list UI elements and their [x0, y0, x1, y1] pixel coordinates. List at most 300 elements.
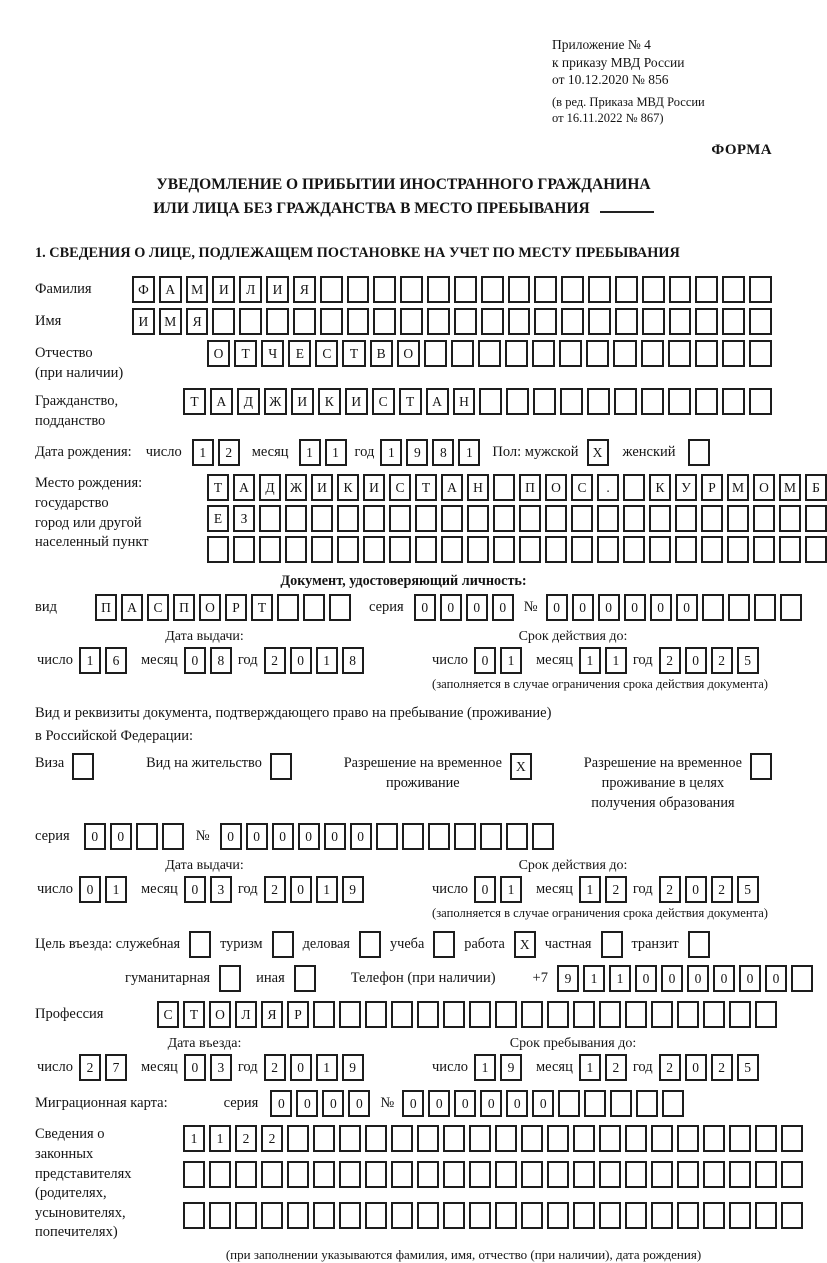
form-cell[interactable]	[508, 308, 531, 335]
form-cell[interactable]: И	[132, 308, 155, 335]
form-cell[interactable]: Л	[235, 1001, 257, 1028]
form-cell[interactable]: 2	[659, 647, 681, 674]
form-cell[interactable]: 2	[79, 1054, 101, 1081]
form-cell[interactable]: 2	[605, 876, 627, 903]
form-cell[interactable]: 0	[246, 823, 268, 850]
form-cell[interactable]: 0	[402, 1090, 424, 1117]
form-cell[interactable]: 1	[579, 876, 601, 903]
form-cell[interactable]	[625, 1161, 647, 1188]
form-cell[interactable]	[311, 536, 333, 563]
form-cell[interactable]	[573, 1001, 595, 1028]
form-cell[interactable]: X	[510, 753, 532, 780]
form-cell[interactable]	[722, 388, 745, 415]
form-cell[interactable]	[599, 1125, 621, 1152]
form-cell[interactable]: 1	[458, 439, 480, 466]
form-cell[interactable]	[677, 1161, 699, 1188]
form-cell[interactable]	[259, 536, 281, 563]
form-cell[interactable]	[614, 388, 637, 415]
form-cell[interactable]	[703, 1125, 725, 1152]
form-cell[interactable]: 1	[105, 876, 127, 903]
form-cell[interactable]	[722, 308, 745, 335]
form-cell[interactable]	[727, 536, 749, 563]
form-cell[interactable]	[597, 536, 619, 563]
form-cell[interactable]	[454, 308, 477, 335]
form-cell[interactable]: 0	[765, 965, 787, 992]
form-cell[interactable]	[805, 536, 827, 563]
form-cell[interactable]: 0	[598, 594, 620, 621]
form-cell[interactable]: Т	[399, 388, 422, 415]
form-cell[interactable]	[209, 1161, 231, 1188]
form-cell[interactable]: О	[397, 340, 420, 367]
form-cell[interactable]	[749, 388, 772, 415]
form-cell[interactable]: 1	[380, 439, 402, 466]
form-cell[interactable]: 0	[184, 876, 206, 903]
form-cell[interactable]: 1	[183, 1125, 205, 1152]
form-cell[interactable]	[755, 1001, 777, 1028]
form-cell[interactable]: 0	[324, 823, 346, 850]
form-cell[interactable]	[481, 276, 504, 303]
form-cell[interactable]	[469, 1001, 491, 1028]
form-cell[interactable]	[376, 823, 398, 850]
form-cell[interactable]: А	[441, 474, 463, 501]
form-cell[interactable]: С	[157, 1001, 179, 1028]
form-cell[interactable]	[495, 1125, 517, 1152]
form-cell[interactable]: 0	[546, 594, 568, 621]
form-cell[interactable]: 1	[316, 876, 338, 903]
form-cell[interactable]	[481, 308, 504, 335]
form-cell[interactable]: О	[753, 474, 775, 501]
form-cell[interactable]	[506, 388, 529, 415]
form-cell[interactable]: Б	[805, 474, 827, 501]
form-cell[interactable]	[365, 1001, 387, 1028]
form-cell[interactable]	[493, 536, 515, 563]
form-cell[interactable]: 1	[583, 965, 605, 992]
form-cell[interactable]	[573, 1161, 595, 1188]
form-cell[interactable]	[750, 753, 772, 780]
form-cell[interactable]: А	[159, 276, 182, 303]
form-cell[interactable]	[677, 1125, 699, 1152]
form-cell[interactable]	[424, 340, 447, 367]
form-cell[interactable]: У	[675, 474, 697, 501]
form-cell[interactable]: И	[363, 474, 385, 501]
form-cell[interactable]: 0	[272, 823, 294, 850]
form-cell[interactable]	[337, 505, 359, 532]
form-cell[interactable]	[313, 1202, 335, 1229]
form-cell[interactable]: 2	[659, 1054, 681, 1081]
form-cell[interactable]	[755, 1125, 777, 1152]
form-cell[interactable]	[675, 536, 697, 563]
form-cell[interactable]	[571, 505, 593, 532]
form-cell[interactable]: И	[266, 276, 289, 303]
form-cell[interactable]	[519, 536, 541, 563]
form-cell[interactable]	[389, 505, 411, 532]
form-cell[interactable]	[162, 823, 184, 850]
form-cell[interactable]: 2	[235, 1125, 257, 1152]
form-cell[interactable]: 0	[348, 1090, 370, 1117]
form-cell[interactable]	[320, 308, 343, 335]
form-cell[interactable]: 1	[316, 1054, 338, 1081]
form-cell[interactable]	[339, 1161, 361, 1188]
form-cell[interactable]: 1	[605, 647, 627, 674]
form-cell[interactable]: П	[95, 594, 117, 621]
form-cell[interactable]	[337, 536, 359, 563]
form-cell[interactable]	[313, 1125, 335, 1152]
form-cell[interactable]: 1	[316, 647, 338, 674]
form-cell[interactable]: С	[147, 594, 169, 621]
form-cell[interactable]: 2	[218, 439, 240, 466]
form-cell[interactable]	[560, 388, 583, 415]
form-cell[interactable]	[703, 1202, 725, 1229]
form-cell[interactable]: М	[727, 474, 749, 501]
form-cell[interactable]	[212, 308, 235, 335]
form-cell[interactable]	[547, 1202, 569, 1229]
form-cell[interactable]	[480, 823, 502, 850]
form-cell[interactable]	[651, 1161, 673, 1188]
form-cell[interactable]: 0	[676, 594, 698, 621]
form-cell[interactable]	[805, 505, 827, 532]
form-cell[interactable]	[623, 536, 645, 563]
form-cell[interactable]: А	[210, 388, 233, 415]
form-cell[interactable]	[573, 1125, 595, 1152]
form-cell[interactable]	[615, 276, 638, 303]
form-cell[interactable]	[729, 1125, 751, 1152]
form-cell[interactable]: 1	[579, 1054, 601, 1081]
form-cell[interactable]: Я	[186, 308, 209, 335]
form-cell[interactable]	[601, 931, 623, 958]
form-cell[interactable]	[400, 308, 423, 335]
form-cell[interactable]	[534, 276, 557, 303]
form-cell[interactable]: Е	[288, 340, 311, 367]
form-cell[interactable]: 2	[264, 1054, 286, 1081]
form-cell[interactable]	[270, 753, 292, 780]
form-cell[interactable]: Д	[259, 474, 281, 501]
form-cell[interactable]	[588, 308, 611, 335]
form-cell[interactable]	[561, 308, 584, 335]
form-cell[interactable]: 8	[432, 439, 454, 466]
form-cell[interactable]	[219, 965, 241, 992]
form-cell[interactable]	[651, 1001, 673, 1028]
form-cell[interactable]	[791, 965, 813, 992]
form-cell[interactable]	[625, 1125, 647, 1152]
form-cell[interactable]: И	[345, 388, 368, 415]
form-cell[interactable]: 9	[500, 1054, 522, 1081]
form-cell[interactable]	[467, 536, 489, 563]
form-cell[interactable]	[454, 823, 476, 850]
form-cell[interactable]	[72, 753, 94, 780]
form-cell[interactable]: 3	[210, 876, 232, 903]
form-cell[interactable]: Н	[467, 474, 489, 501]
form-cell[interactable]: 0	[322, 1090, 344, 1117]
form-cell[interactable]	[780, 594, 802, 621]
form-cell[interactable]	[533, 388, 556, 415]
form-cell[interactable]: 0	[624, 594, 646, 621]
form-cell[interactable]	[415, 536, 437, 563]
form-cell[interactable]: Е	[207, 505, 229, 532]
form-cell[interactable]	[722, 276, 745, 303]
form-cell[interactable]	[722, 340, 745, 367]
form-cell[interactable]	[781, 1125, 803, 1152]
form-cell[interactable]	[261, 1161, 283, 1188]
form-cell[interactable]	[728, 594, 750, 621]
form-cell[interactable]	[233, 536, 255, 563]
form-cell[interactable]: 3	[210, 1054, 232, 1081]
form-cell[interactable]	[285, 505, 307, 532]
form-cell[interactable]	[534, 308, 557, 335]
form-cell[interactable]: 0	[270, 1090, 292, 1117]
form-cell[interactable]	[417, 1125, 439, 1152]
form-cell[interactable]	[495, 1001, 517, 1028]
form-cell[interactable]	[441, 505, 463, 532]
form-cell[interactable]: 6	[105, 647, 127, 674]
form-cell[interactable]	[506, 823, 528, 850]
form-cell[interactable]	[359, 931, 381, 958]
form-cell[interactable]	[415, 505, 437, 532]
form-cell[interactable]	[285, 536, 307, 563]
form-cell[interactable]: А	[426, 388, 449, 415]
form-cell[interactable]: 0	[661, 965, 683, 992]
form-cell[interactable]	[521, 1001, 543, 1028]
form-cell[interactable]	[636, 1090, 658, 1117]
form-cell[interactable]	[688, 931, 710, 958]
form-cell[interactable]: 2	[264, 876, 286, 903]
form-cell[interactable]	[584, 1090, 606, 1117]
form-cell[interactable]	[427, 276, 450, 303]
form-cell[interactable]	[417, 1161, 439, 1188]
form-cell[interactable]: 0	[532, 1090, 554, 1117]
form-cell[interactable]	[651, 1202, 673, 1229]
form-cell[interactable]	[391, 1161, 413, 1188]
form-cell[interactable]	[508, 276, 531, 303]
form-cell[interactable]: 1	[325, 439, 347, 466]
form-cell[interactable]: Л	[239, 276, 262, 303]
form-cell[interactable]	[365, 1125, 387, 1152]
form-cell[interactable]	[320, 276, 343, 303]
form-cell[interactable]: Ж	[285, 474, 307, 501]
form-cell[interactable]: 0	[296, 1090, 318, 1117]
form-cell[interactable]: О	[207, 340, 230, 367]
form-cell[interactable]: 5	[737, 1054, 759, 1081]
form-cell[interactable]: 0	[492, 594, 514, 621]
form-cell[interactable]: 0	[290, 647, 312, 674]
form-cell[interactable]	[443, 1125, 465, 1152]
form-cell[interactable]: 0	[466, 594, 488, 621]
form-cell[interactable]	[391, 1202, 413, 1229]
form-cell[interactable]: С	[571, 474, 593, 501]
form-cell[interactable]	[623, 505, 645, 532]
form-cell[interactable]	[613, 340, 636, 367]
form-cell[interactable]	[571, 536, 593, 563]
form-cell[interactable]	[391, 1001, 413, 1028]
form-cell[interactable]	[642, 308, 665, 335]
form-cell[interactable]: О	[545, 474, 567, 501]
form-cell[interactable]	[753, 536, 775, 563]
form-cell[interactable]: 0	[685, 647, 707, 674]
form-cell[interactable]	[677, 1001, 699, 1028]
form-cell[interactable]	[599, 1001, 621, 1028]
form-cell[interactable]: 2	[711, 876, 733, 903]
form-cell[interactable]	[417, 1202, 439, 1229]
form-cell[interactable]: 0	[84, 823, 106, 850]
form-cell[interactable]	[293, 308, 316, 335]
form-cell[interactable]	[259, 505, 281, 532]
form-cell[interactable]: Т	[183, 388, 206, 415]
form-cell[interactable]	[695, 276, 718, 303]
form-cell[interactable]: 0	[685, 1054, 707, 1081]
form-cell[interactable]	[588, 276, 611, 303]
form-cell[interactable]	[729, 1202, 751, 1229]
form-cell[interactable]	[391, 1125, 413, 1152]
form-cell[interactable]	[311, 505, 333, 532]
form-cell[interactable]: И	[212, 276, 235, 303]
form-cell[interactable]	[519, 505, 541, 532]
form-cell[interactable]	[469, 1125, 491, 1152]
form-cell[interactable]	[389, 536, 411, 563]
form-cell[interactable]	[183, 1202, 205, 1229]
form-cell[interactable]	[547, 1001, 569, 1028]
form-cell[interactable]: О	[199, 594, 221, 621]
form-cell[interactable]: Я	[261, 1001, 283, 1028]
form-cell[interactable]	[521, 1125, 543, 1152]
form-cell[interactable]	[207, 536, 229, 563]
form-cell[interactable]	[729, 1161, 751, 1188]
form-cell[interactable]: 0	[687, 965, 709, 992]
form-cell[interactable]: 0	[110, 823, 132, 850]
form-cell[interactable]: 1	[299, 439, 321, 466]
form-cell[interactable]	[625, 1001, 647, 1028]
form-cell[interactable]: Т	[415, 474, 437, 501]
form-cell[interactable]	[547, 1161, 569, 1188]
form-cell[interactable]	[467, 505, 489, 532]
form-cell[interactable]: 0	[220, 823, 242, 850]
form-cell[interactable]: Я	[293, 276, 316, 303]
form-cell[interactable]	[779, 536, 801, 563]
form-cell[interactable]	[749, 340, 772, 367]
form-cell[interactable]: 0	[184, 647, 206, 674]
form-cell[interactable]: X	[514, 931, 536, 958]
form-cell[interactable]	[561, 276, 584, 303]
form-cell[interactable]: А	[233, 474, 255, 501]
form-cell[interactable]	[781, 1161, 803, 1188]
form-cell[interactable]	[668, 340, 691, 367]
form-cell[interactable]: 9	[406, 439, 428, 466]
form-cell[interactable]	[239, 308, 262, 335]
form-cell[interactable]	[136, 823, 158, 850]
form-cell[interactable]	[641, 388, 664, 415]
form-cell[interactable]	[599, 1161, 621, 1188]
form-cell[interactable]	[400, 276, 423, 303]
form-cell[interactable]	[545, 536, 567, 563]
form-cell[interactable]	[695, 308, 718, 335]
form-cell[interactable]	[443, 1161, 465, 1188]
form-cell[interactable]	[287, 1125, 309, 1152]
form-cell[interactable]	[339, 1001, 361, 1028]
form-cell[interactable]	[729, 1001, 751, 1028]
form-cell[interactable]: 0	[428, 1090, 450, 1117]
form-cell[interactable]: 0	[184, 1054, 206, 1081]
form-cell[interactable]	[587, 388, 610, 415]
form-cell[interactable]	[303, 594, 325, 621]
form-cell[interactable]: 9	[342, 876, 364, 903]
form-cell[interactable]	[235, 1202, 257, 1229]
form-cell[interactable]	[493, 474, 515, 501]
form-cell[interactable]	[781, 1202, 803, 1229]
form-cell[interactable]	[189, 931, 211, 958]
form-cell[interactable]	[454, 276, 477, 303]
form-cell[interactable]	[597, 505, 619, 532]
form-cell[interactable]	[641, 340, 664, 367]
form-cell[interactable]: Т	[183, 1001, 205, 1028]
form-cell[interactable]: 2	[711, 1054, 733, 1081]
form-cell[interactable]	[615, 308, 638, 335]
form-cell[interactable]	[695, 388, 718, 415]
form-cell[interactable]: 1	[474, 1054, 496, 1081]
form-cell[interactable]: Ф	[132, 276, 155, 303]
form-cell[interactable]	[521, 1161, 543, 1188]
form-cell[interactable]	[329, 594, 351, 621]
form-cell[interactable]	[417, 1001, 439, 1028]
form-cell[interactable]: 1	[209, 1125, 231, 1152]
form-cell[interactable]: 1	[500, 647, 522, 674]
form-cell[interactable]	[479, 388, 502, 415]
form-cell[interactable]	[277, 594, 299, 621]
form-cell[interactable]: С	[389, 474, 411, 501]
form-cell[interactable]: 8	[342, 647, 364, 674]
form-cell[interactable]	[365, 1202, 387, 1229]
form-cell[interactable]	[558, 1090, 580, 1117]
form-cell[interactable]	[701, 536, 723, 563]
form-cell[interactable]	[701, 505, 723, 532]
form-cell[interactable]	[532, 823, 554, 850]
form-cell[interactable]	[373, 308, 396, 335]
form-cell[interactable]	[779, 505, 801, 532]
form-cell[interactable]	[287, 1161, 309, 1188]
form-cell[interactable]: 0	[650, 594, 672, 621]
form-cell[interactable]	[402, 823, 424, 850]
form-cell[interactable]	[599, 1202, 621, 1229]
form-cell[interactable]: Ч	[261, 340, 284, 367]
form-cell[interactable]: 8	[210, 647, 232, 674]
form-cell[interactable]: С	[372, 388, 395, 415]
form-cell[interactable]: 1	[500, 876, 522, 903]
form-cell[interactable]: 0	[350, 823, 372, 850]
form-cell[interactable]	[586, 340, 609, 367]
form-cell[interactable]: Т	[234, 340, 257, 367]
form-cell[interactable]: 1	[79, 647, 101, 674]
form-cell[interactable]	[469, 1161, 491, 1188]
form-cell[interactable]: Д	[237, 388, 260, 415]
form-cell[interactable]	[441, 536, 463, 563]
form-cell[interactable]: 0	[298, 823, 320, 850]
form-cell[interactable]: 0	[474, 876, 496, 903]
form-cell[interactable]: 0	[290, 1054, 312, 1081]
form-cell[interactable]	[443, 1202, 465, 1229]
form-cell[interactable]	[469, 1202, 491, 1229]
form-cell[interactable]: 1	[579, 647, 601, 674]
form-cell[interactable]	[642, 276, 665, 303]
form-cell[interactable]	[428, 823, 450, 850]
form-cell[interactable]: 2	[261, 1125, 283, 1152]
form-cell[interactable]: Р	[701, 474, 723, 501]
form-cell[interactable]	[755, 1202, 777, 1229]
form-cell[interactable]	[363, 505, 385, 532]
form-cell[interactable]	[702, 594, 724, 621]
form-cell[interactable]: 5	[737, 647, 759, 674]
form-cell[interactable]: М	[779, 474, 801, 501]
form-cell[interactable]: О	[209, 1001, 231, 1028]
form-cell[interactable]	[669, 308, 692, 335]
form-cell[interactable]: .	[597, 474, 619, 501]
form-cell[interactable]: Н	[453, 388, 476, 415]
